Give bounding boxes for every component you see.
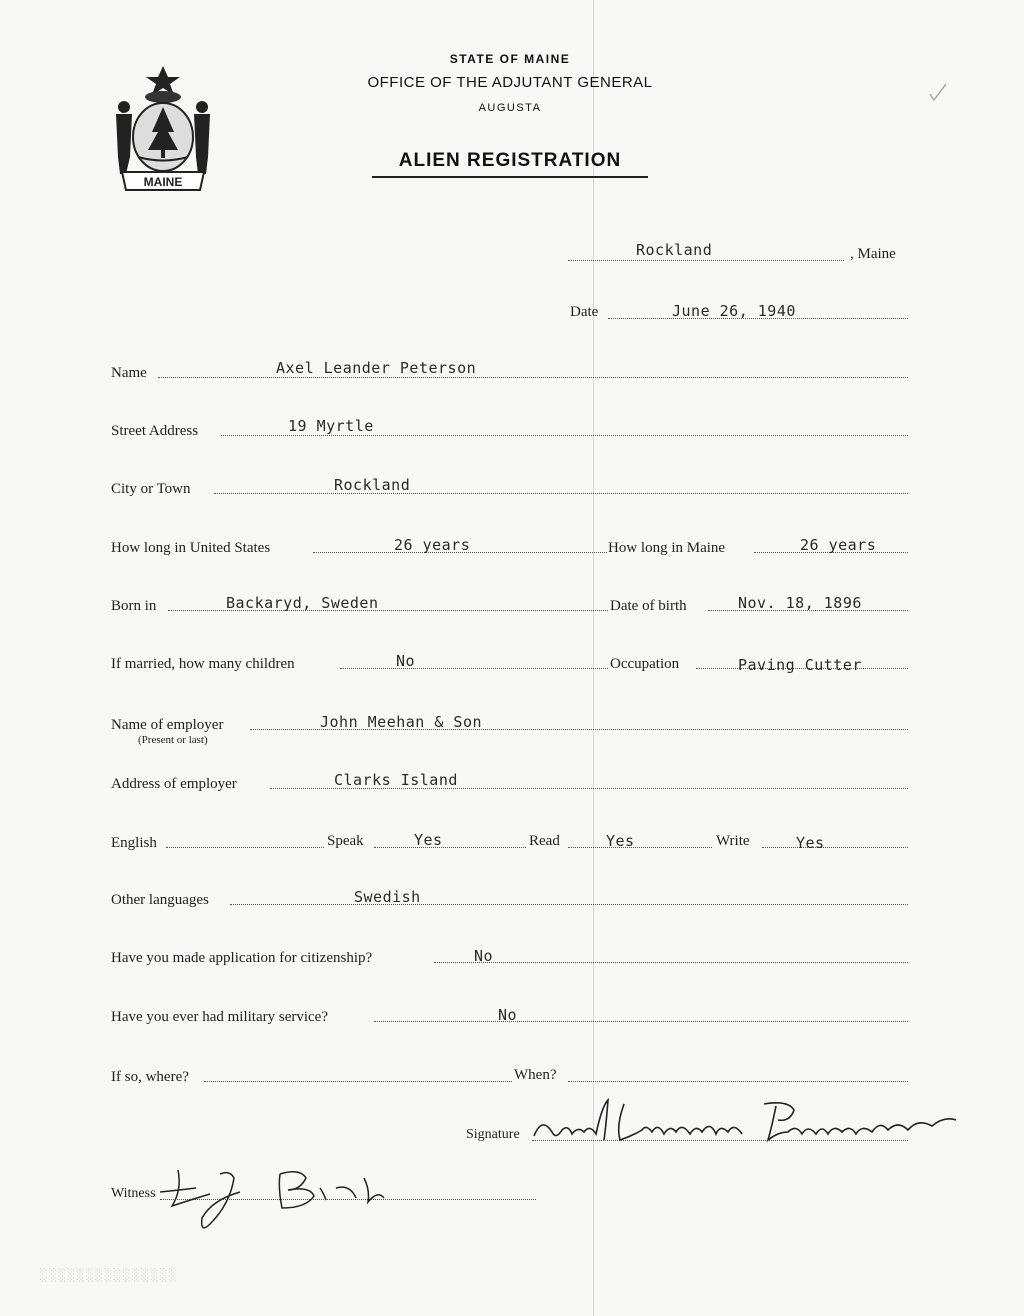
write-label: Write <box>716 833 750 849</box>
form-title: ALIEN REGISTRATION <box>398 150 622 171</box>
write-value: Yes <box>796 834 825 852</box>
maine-duration-value: 26 years <box>800 536 877 554</box>
children-value: No <box>396 652 416 670</box>
english-line <box>166 847 324 848</box>
when-line <box>568 1081 908 1082</box>
citizenship-value: No <box>474 947 494 965</box>
speak-line <box>374 847 526 848</box>
us-duration-value: 26 years <box>394 536 471 554</box>
children-line <box>340 668 608 669</box>
dob-value: Nov. 18, 1896 <box>738 594 862 612</box>
military-value: No <box>498 1006 518 1024</box>
city-value: Rockland <box>334 476 411 494</box>
when-label: When? <box>514 1067 557 1083</box>
employer-sublabel: (Present or last) <box>138 734 208 746</box>
other-languages-label: Other languages <box>111 892 209 908</box>
signature-handwriting <box>528 1096 968 1152</box>
dob-label: Date of birth <box>610 598 687 614</box>
other-languages-value: Swedish <box>354 888 421 906</box>
city-label: City or Town <box>111 481 191 497</box>
header-state: STATE OF MAINE <box>449 52 571 66</box>
city-line <box>214 493 908 494</box>
street-line <box>221 435 908 436</box>
employer-address-value: Clarks Island <box>334 771 458 789</box>
military-line <box>374 1021 908 1022</box>
us-duration-label: How long in United States <box>111 540 271 556</box>
children-label: If married, how many children <box>111 656 295 672</box>
header-city: AUGUSTA <box>478 102 542 114</box>
witness-handwriting <box>150 1160 390 1236</box>
other-languages-line <box>230 904 908 905</box>
born-in-label: Born in <box>111 598 157 614</box>
citizenship-label: Have you made application for citizenship? <box>111 950 373 966</box>
name-value: Axel Leander Peterson <box>276 359 477 377</box>
write-line <box>762 847 908 848</box>
place-town: Rockland <box>636 241 713 259</box>
check-mark-icon <box>928 82 948 102</box>
speak-value: Yes <box>414 831 443 849</box>
military-label: Have you ever had military service? <box>111 1009 328 1025</box>
citizenship-line <box>434 962 908 963</box>
street-value: 19 Myrtle <box>288 417 374 435</box>
faint-stamp: ░░░░░░░░░░░░░░░ <box>40 1268 179 1282</box>
witness-label: Witness <box>111 1186 156 1201</box>
read-value: Yes <box>606 832 635 850</box>
where-label: If so, where? <box>111 1069 189 1085</box>
occupation-value: Paving Cutter <box>738 656 862 674</box>
header-office: OFFICE OF THE ADJUTANT GENERAL <box>367 74 653 91</box>
maine-state-seal-icon <box>108 62 218 192</box>
english-label: English <box>111 835 157 851</box>
read-line <box>568 847 712 848</box>
maine-duration-label: How long in Maine <box>608 540 726 556</box>
place-state: , Maine <box>850 246 896 262</box>
title-underline <box>372 176 648 178</box>
read-label: Read <box>529 833 560 849</box>
where-line <box>204 1081 512 1082</box>
signature-label: Signature <box>466 1127 520 1142</box>
employer-address-label: Address of employer <box>111 776 237 792</box>
employer-value: John Meehan & Son <box>320 713 483 731</box>
occupation-label: Occupation <box>610 656 680 672</box>
name-line <box>158 377 908 378</box>
date-label: Date <box>570 304 599 320</box>
place-line <box>568 260 844 261</box>
employer-label: Name of employer <box>111 717 224 733</box>
born-in-value: Backaryd, Sweden <box>226 594 379 612</box>
date-value: June 26, 1940 <box>672 302 796 320</box>
svg-text:MAINE: MAINE <box>143 175 183 189</box>
speak-label: Speak <box>327 833 364 849</box>
name-label: Name <box>111 365 147 381</box>
street-label: Street Address <box>111 423 199 439</box>
